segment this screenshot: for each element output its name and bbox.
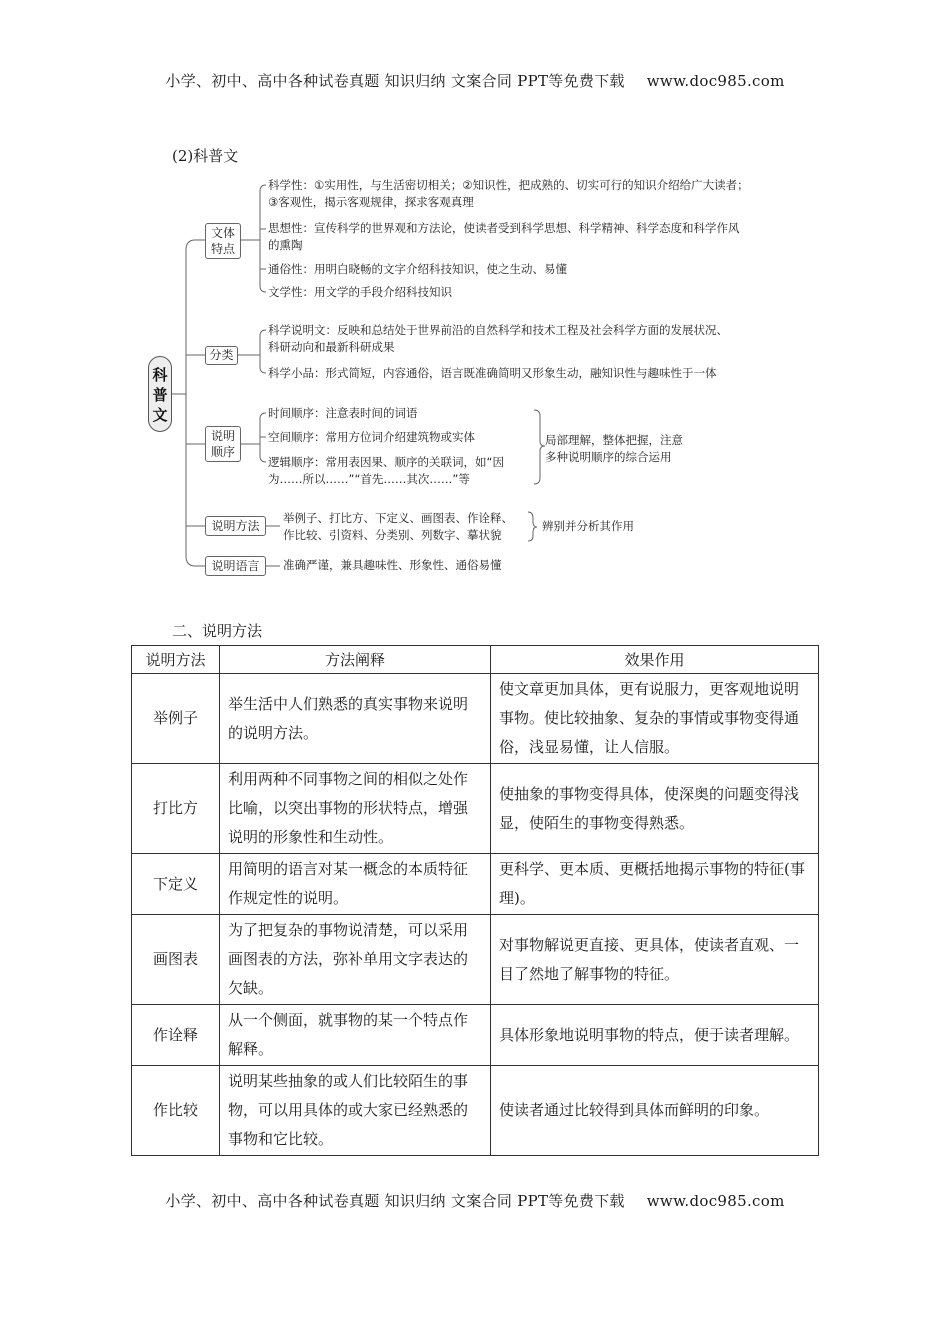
- method-effect: 具体形象地说明事物的特点，便于读者理解。: [491, 1005, 819, 1066]
- mindmap-root: 科普文: [148, 356, 172, 432]
- type-1-line-2: 科研动向和最新科研成果: [268, 340, 395, 354]
- feature-4: 文学性：用文学的手段介绍科技知识: [268, 285, 452, 299]
- order-1: 时间顺序：注意表时间的词语: [268, 406, 418, 420]
- feature-3: 通俗性：用明白晓畅的文字介绍科技知识，使之生动、易懂: [268, 262, 567, 276]
- connector-features-bracket: [260, 185, 266, 292]
- method-effect: 更科学、更本质、更概括地揭示事物的特征(事理)。: [491, 854, 819, 915]
- method-name: 举例子: [132, 674, 220, 764]
- method-explanation: 为了把复杂的事物说清楚，可以采用画图表的方法，弥补单用文字表达的欠缺。: [220, 915, 491, 1005]
- table-header-row: [132, 646, 819, 674]
- method-name: 下定义: [132, 854, 220, 915]
- table-row: [132, 674, 819, 764]
- language-text: 准确严谨，兼具趣味性、形象性、通俗易懂: [283, 558, 502, 572]
- table-header-method: 说明方法: [132, 646, 220, 674]
- footer-banner-site: www.doc985.com: [646, 1192, 785, 1210]
- methods-note-brace: [528, 512, 537, 541]
- method-name: 作诠释: [132, 1005, 220, 1066]
- method-name: 作比较: [132, 1066, 220, 1156]
- section-title: 二、说明方法: [172, 622, 263, 640]
- feature-2-line-2: 的熏陶: [268, 238, 303, 252]
- branch-methods: [205, 516, 266, 536]
- branch-language: [205, 556, 266, 576]
- branch-methods-label: 说明方法: [211, 519, 260, 533]
- method-effect: 对事物解说更直接、更具体，使读者直观、一目了然地了解事物的特征。: [491, 915, 819, 1005]
- branch-types-label: 分类: [209, 348, 234, 362]
- method-effect: 使读者通过比较得到具体而鲜明的印象。: [491, 1066, 819, 1156]
- table-row: [132, 915, 819, 1005]
- mindmap: [0, 0, 950, 600]
- table-row: [132, 1005, 819, 1066]
- method-explanation: 说明某些抽象的或人们比较陌生的事物，可以用具体的或大家已经熟悉的事物和它比较。: [220, 1066, 491, 1156]
- table-header-effect: 效果作用: [491, 646, 819, 674]
- table-row: [132, 1066, 819, 1156]
- branch-features-label: 文体特点: [210, 226, 235, 256]
- feature-2-line-1: 思想性：宣传科学的世界观和方法论，使读者受到科学思想、科学精神、科学态度和科学作风: [268, 221, 740, 235]
- mindmap-caption: (2)科普文: [172, 147, 239, 165]
- type-1-line-1: 科学说明文：反映和总结处于世界前沿的自然科学和技术工程及社会科学方面的发展状况、: [268, 323, 728, 337]
- order-2: 空间顺序：常用方位词介绍建筑物或实体: [268, 430, 475, 444]
- order-3-line-2: 为……所以……”“首先……其次……”等: [268, 472, 470, 486]
- connector-types-bracket: [260, 330, 266, 373]
- order-3-line-1: 逻辑顺序：常用表因果、顺序的关联词，如“因: [268, 455, 504, 469]
- method-explanation: 举生活中人们熟悉的真实事物来说明的说明方法。: [220, 674, 491, 764]
- branch-language-label: 说明语言: [211, 559, 260, 573]
- methods-line-2: 作比较、引资料、分类别、列数字、摹状貌: [283, 528, 502, 542]
- method-explanation: 利用两种不同事物之间的相似之处作比喻，以突出事物的形状特点，增强说明的形象性和生动性。: [220, 764, 491, 854]
- connector-trunk: [186, 240, 195, 566]
- branch-order: [205, 426, 241, 462]
- header-banner-text: 小学、初中、高中各种试卷真题 知识归纳 文案合同 PPT等免费下载: [165, 72, 625, 90]
- methods-line-1: 举例子、打比方、下定义、画图表、作诠释、: [283, 511, 513, 525]
- method-explanation: 从一个侧面，就事物的某一个特点作解释。: [220, 1005, 491, 1066]
- order-note-line-2: 多种说明顺序的综合运用: [545, 450, 672, 464]
- branch-features: [205, 223, 241, 259]
- method-explanation: 用简明的语言对某一概念的本质特征作规定性的说明。: [220, 854, 491, 915]
- method-name: 画图表: [132, 915, 220, 1005]
- methods-table: [131, 645, 819, 1156]
- footer-banner-text: 小学、初中、高中各种试卷真题 知识归纳 文案合同 PPT等免费下载: [165, 1192, 625, 1210]
- order-note-brace: [534, 410, 545, 484]
- branch-order-label: 说明顺序: [210, 429, 235, 459]
- order-note-line-1: 局部理解，整体把握，注意: [545, 433, 683, 447]
- branch-types: [205, 346, 238, 365]
- method-name: 打比方: [132, 764, 220, 854]
- feature-1-line-2: ③客观性，揭示客观规律，探求客观真理: [268, 195, 474, 209]
- table-row: [132, 764, 819, 854]
- methods-note: 辨别并分析其作用: [542, 519, 634, 533]
- method-effect: 使文章更加具体，更有说服力，更客观地说明事物。使比较抽象、复杂的事情或事物变得通俗，浅显易懂，让人信服。: [491, 674, 819, 764]
- footer-banner: [0, 1190, 950, 1211]
- method-effect: 使抽象的事物变得具体，使深奥的问题变得浅显，使陌生的事物变得熟悉。: [491, 764, 819, 854]
- header-banner-site: www.doc985.com: [646, 72, 785, 90]
- table-header-explanation: 方法阐释: [220, 646, 491, 674]
- table-row: [132, 854, 819, 915]
- feature-1-line-1: 科学性：①实用性，与生活密切相关；②知识性，把成熟的、切实可行的知识介绍给广大读者；: [268, 178, 749, 192]
- type-2: 科学小品：形式简短，内容通俗，语言既准确简明又形象生动，融知识性与趣味性于一体: [268, 366, 717, 380]
